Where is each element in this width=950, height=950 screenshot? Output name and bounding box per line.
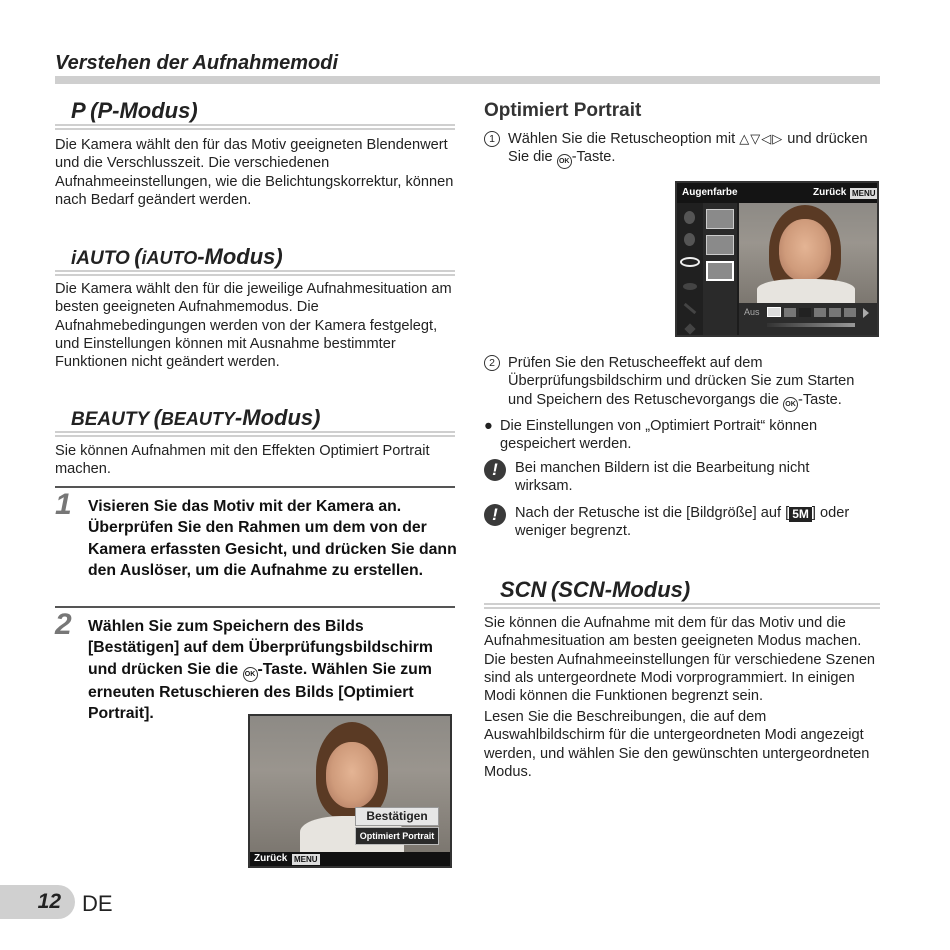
slider-swatch-6[interactable]	[844, 308, 856, 317]
scn-mode-heading	[484, 577, 880, 605]
page-header	[55, 52, 880, 84]
circled-number: 1	[484, 131, 500, 147]
skin-tone-icon[interactable]	[684, 233, 695, 246]
step-number: 2	[55, 608, 72, 641]
p-mode-text: Die Kamera wählt den für das Motiv geeigneten Blendenwert und die Verschlusszeit. Die verschiedenen Aufnahmeeinstellungen, wie die Belichtungskorrektur, können nach Bedarf geändert werden.	[55, 137, 454, 208]
screen-header	[677, 183, 877, 203]
instruction-2	[484, 354, 880, 410]
eye-option-3[interactable]	[706, 261, 734, 281]
ok-button-icon: OK	[243, 667, 258, 682]
iauto-heading-suffix: -Modus)	[197, 244, 283, 269]
p-mode-title: (P-Modus)	[90, 98, 198, 123]
arrow-keys-icon: △▽◁▷	[739, 131, 784, 146]
instruction-text	[508, 354, 882, 412]
language-label: DE	[82, 891, 113, 916]
step-text: Visieren Sie das Motiv mit der Kamera an. Überprüfen Sie den Rahmen um dem von der Kamera erfassten Gesicht, und drücken Sie dann den Auslöser, um die Aufnahme zu erstellen.	[88, 498, 457, 579]
menu-button-icon: MENU	[852, 189, 876, 198]
step-1	[55, 486, 455, 604]
slider-off-label: Aus	[744, 307, 760, 317]
bullet-dot-icon: ●	[484, 418, 493, 434]
heading-underline	[484, 603, 880, 609]
heading-underline	[55, 124, 455, 130]
note-text: Bei manchen Bildern ist die Bearbeitung nicht wirksam.	[515, 460, 810, 495]
scn-heading-suffix: -Modus)	[604, 577, 691, 602]
skin-icon[interactable]	[684, 211, 695, 224]
slider-swatch-1[interactable]	[767, 307, 781, 317]
iauto-heading-icon: iAUTO	[141, 248, 198, 268]
slider-swatch-3[interactable]	[799, 308, 811, 317]
step-text-part: -Taste. Wählen Sie zum erneuten Retuschieren des Bilds [Optimiert Portrait].	[88, 660, 432, 722]
warning-note-1	[484, 459, 880, 499]
eye-color-label: Augenfarbe	[682, 187, 738, 198]
back-label: Zurück	[254, 853, 288, 864]
slider-swatch-4[interactable]	[814, 308, 826, 317]
beauty-mode-heading	[55, 405, 455, 433]
warning-note-2	[484, 504, 880, 544]
brush-icon[interactable]	[684, 303, 697, 314]
slider-swatch-2[interactable]	[784, 308, 796, 317]
note-text-part: ] oder weniger begrenzt.	[515, 505, 850, 540]
note-text-part: Nach der Retusche ist die [Bildgröße] auf [	[515, 505, 790, 521]
step-number: 1	[55, 488, 72, 521]
menu-button-icon: MENU	[294, 855, 318, 864]
circled-number: 2	[484, 355, 500, 371]
lips-icon[interactable]	[683, 283, 697, 290]
eye-option-2[interactable]	[706, 235, 734, 255]
eye-icon[interactable]	[680, 257, 700, 267]
heading-underline	[55, 270, 455, 276]
chevron-right-icon[interactable]	[863, 308, 869, 318]
optimiert-portrait-title: Optimiert Portrait	[484, 100, 642, 121]
step-text-part: Wählen Sie zum Speichern des Bilds [Bestätigen] auf dem Überprüfungsbildschirm und drücken Sie die	[88, 618, 433, 678]
screen-footer	[250, 852, 450, 868]
ok-button-icon: OK	[783, 397, 798, 412]
scn-heading-icon: SCN	[558, 577, 605, 602]
confirm-option[interactable]: Bestätigen	[355, 807, 439, 826]
note-text	[515, 504, 855, 541]
page-title: Verstehen der Aufnahmemodi	[55, 52, 339, 74]
scn-icon: SCN	[500, 577, 547, 602]
portrait-shirt	[757, 279, 855, 305]
eye-option-1[interactable]	[706, 209, 734, 229]
page-number-tab	[0, 885, 75, 919]
instruction-1	[484, 130, 880, 170]
beauty-heading-suffix: -Modus)	[234, 405, 321, 430]
retouch-icon-strip	[677, 203, 703, 335]
instruction-text-part: und drücken Sie die	[508, 131, 868, 166]
iauto-icon: iAUTO	[71, 248, 130, 269]
beauty-heading-icon: BEAUTY	[160, 409, 235, 429]
header-bar	[55, 76, 880, 84]
portrait-face	[326, 742, 378, 808]
scn-mode-text-1: Sie können die Aufnahme mit dem für das Motiv und die Aufnahmesituation am besten geeigneten Modus machen. Die besten Aufnahmeeinstellungen für verschiedene Szenen sind als untergeordnete Modi vorprogrammiert. In einigen Modi können die Funktionen begrenzt sein.	[484, 615, 876, 705]
eye-color-screen	[675, 181, 879, 337]
confirm-screen	[248, 714, 452, 868]
back-label: Zurück	[813, 187, 847, 198]
slider-swatch-5[interactable]	[829, 308, 841, 317]
image-size-5m-icon: 5M	[789, 507, 812, 522]
iauto-mode-heading	[55, 244, 455, 272]
bullet-text: Die Einstellungen von „Optimiert Portrait“ können gespeichert werden.	[500, 418, 818, 453]
step-text	[88, 616, 458, 724]
heading-underline	[55, 431, 455, 437]
beauty-icon: BEAUTY	[71, 409, 150, 430]
iauto-heading-prefix: (	[134, 244, 142, 269]
slider-track	[767, 323, 855, 327]
intensity-slider[interactable]	[739, 303, 877, 335]
eye-options	[703, 203, 737, 335]
page-number: 12	[37, 890, 61, 913]
exclamation-icon: !	[484, 504, 506, 526]
step-2	[55, 606, 455, 722]
instruction-text-part: Prüfen Sie den Retuscheeffekt auf dem Überprüfungsbildschirm und drücken Sie zum Starten und Speichern des Retuschevorgangs die	[508, 355, 855, 408]
optimiert-portrait-option[interactable]: Optimiert Portrait	[355, 827, 439, 845]
p-mode-heading	[55, 98, 455, 126]
beauty-heading-prefix: (	[153, 405, 161, 430]
exclamation-icon: !	[484, 459, 506, 481]
ok-button-icon: OK	[557, 154, 572, 169]
iauto-mode-text: Die Kamera wählt den für die jeweilige Aufnahmesituation am besten geeigneten Aufnahmemodus. Die Aufnahmebedingungen werden von der Kamera festgelegt, und Einstellungen können mit Ausnahme bestimmter Funktionen nicht geändert werden.	[55, 281, 452, 371]
sparkle-icon[interactable]	[684, 323, 695, 334]
p-mode-icon: P	[71, 98, 86, 123]
instruction-text-part: Wählen Sie die Retuscheoption mit	[508, 131, 740, 147]
beauty-mode-text: Sie können Aufnahmen mit den Effekten Optimiert Portrait machen.	[55, 443, 430, 478]
instruction-text	[508, 130, 878, 169]
instruction-text-part: -Taste.	[571, 149, 616, 166]
scn-mode-text-2: Lesen Sie die Beschreibungen, die auf dem Auswahlbildschirm für die untergeordneten Modi angezeigt werden, und wählen Sie den gewünschten untergeordneten Modus.	[484, 709, 870, 780]
scn-heading-prefix: (	[550, 577, 559, 602]
portrait-face	[779, 219, 831, 281]
instruction-text-part: -Taste.	[798, 391, 842, 408]
